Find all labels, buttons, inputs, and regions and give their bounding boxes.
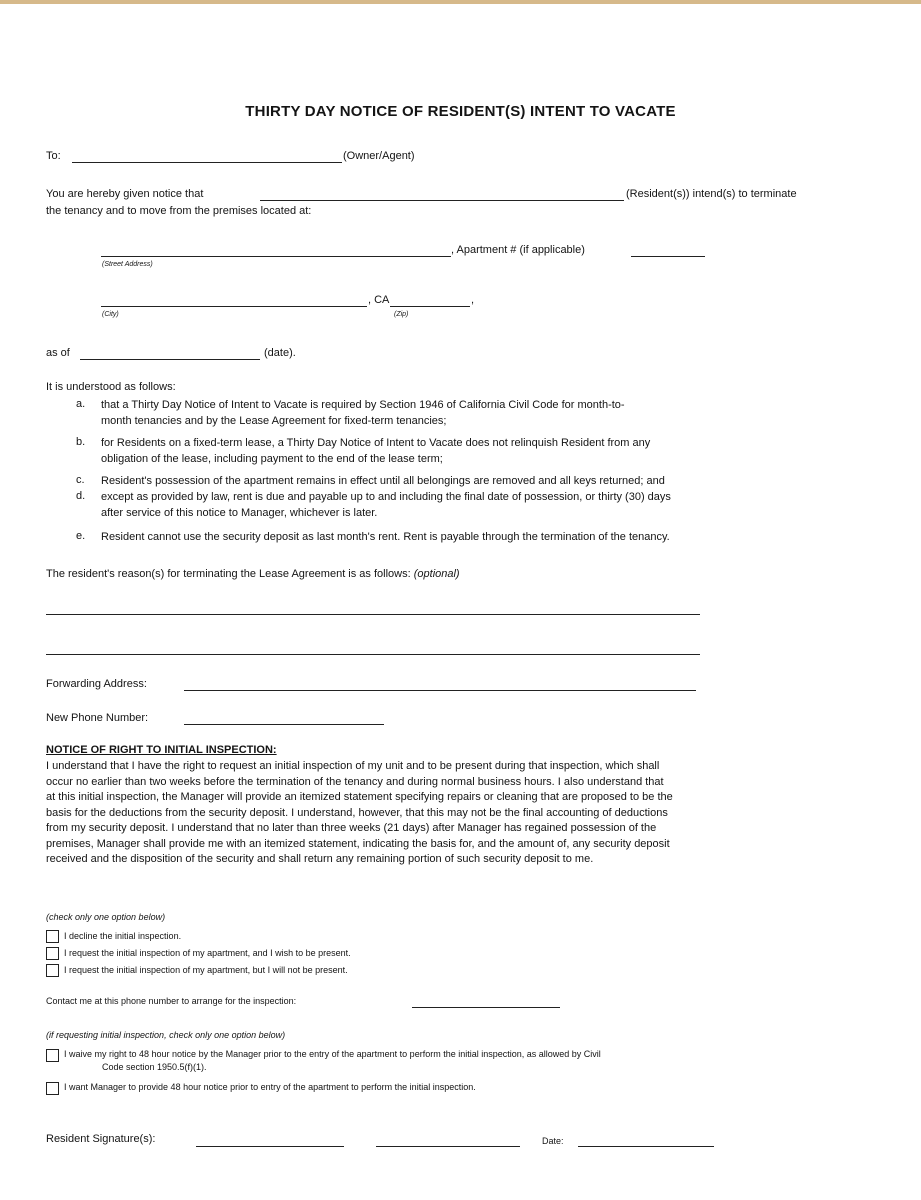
resident-name-field[interactable] — [260, 200, 624, 201]
phone-label: New Phone Number: — [46, 712, 149, 724]
apartment-field[interactable] — [631, 256, 705, 257]
waive-notice-checkbox[interactable] — [46, 1049, 59, 1062]
contact-phone-field[interactable] — [412, 1007, 560, 1008]
list-item: that a Thirty Day Notice of Intent to Vacate is required by Section 1946 of California Civil Code for month-to- month tenancies and by the Lease Agreement for fixed-term tenancies; — [101, 399, 625, 427]
inspection-header: NOTICE OF RIGHT TO INITIAL INSPECTION: — [46, 744, 277, 756]
owner-agent-label: (Owner/Agent) — [343, 150, 415, 162]
option-label: I waive my right to 48 hour notice by the Manager prior to the entry of the apartment to perform the initial inspection, as allowed by Civil Code section 1950.5(f)(1). — [64, 1049, 601, 1072]
list-item: Resident's possession of the apartment remains in effect until all belongings are removed and all keys returned; and — [101, 475, 665, 487]
to-field[interactable] — [72, 162, 342, 163]
signature-field-1[interactable] — [196, 1146, 344, 1147]
apartment-label: , Apartment # (if applicable) — [451, 244, 585, 256]
top-border — [0, 0, 921, 4]
list-item: for Residents on a fixed-term lease, a Thirty Day Notice of Intent to Vacate does not relinquish Resident from any obligation of the lease, including payment to the end of the lease term; — [101, 437, 651, 465]
forwarding-address-field[interactable] — [184, 690, 696, 691]
notice-text-b: (Resident(s)) intend(s) to terminate — [626, 188, 797, 200]
item-letter: a. — [76, 398, 86, 410]
list-item: except as provided by law, rent is due and payable up to and including the final date of possession, or thirty (30) days after service of this notice to Manager, whichever is later. — [101, 491, 671, 519]
list-item: Resident cannot use the security deposit as last month's rent. Rent is payable through the termination of the tenancy. — [101, 531, 670, 543]
decline-checkbox[interactable] — [46, 930, 59, 943]
reason-line-1[interactable] — [46, 614, 700, 615]
option-label: I want Manager to provide 48 hour notice prior to entry of the apartment to perform the initial inspection. — [64, 1082, 476, 1092]
signature-label: Resident Signature(s): — [46, 1133, 156, 1145]
street-address-field[interactable] — [101, 256, 451, 257]
zip-caption: (Zip) — [394, 311, 409, 318]
signature-date-field[interactable] — [578, 1146, 714, 1147]
want-notice-checkbox[interactable] — [46, 1082, 59, 1095]
check-instruction-1: (check only one option below) — [46, 912, 166, 922]
as-of-label: as of — [46, 347, 70, 359]
phone-field[interactable] — [184, 724, 384, 725]
reason-line-2[interactable] — [46, 654, 700, 655]
check-instruction-2: (if requesting initial inspection, check only one option below) — [46, 1030, 286, 1040]
option-label: I request the initial inspection of my apartment, and I wish to be present. — [64, 948, 351, 958]
item-letter: e. — [76, 530, 86, 542]
date-sig-label: Date: — [542, 1136, 564, 1146]
option-label: I decline the initial inspection. — [64, 931, 182, 941]
notice-text-line2: the tenancy and to move from the premises located at: — [46, 205, 312, 217]
date-caption: (date). — [264, 347, 296, 359]
request-not-present-checkbox[interactable] — [46, 964, 59, 977]
ca-label: , CA — [368, 294, 390, 306]
contact-label: Contact me at this phone number to arrange for the inspection: — [46, 996, 297, 1006]
option-label: I request the initial inspection of my apartment, but I will not be present. — [64, 965, 348, 975]
signature-field-2[interactable] — [376, 1146, 520, 1147]
inspection-paragraph: I understand that I have the right to request an initial inspection of my unit and to be present during that inspection, which shall occur no earlier than two weeks before the termination of the tenancy and during normal business hours. I also understand that at this initial inspection, the Manager will provide an itemized statement specifying repairs or cleaning that are proposed to be the basis for the deductions from the security deposit. I understand, however, that this may not be the final accounting of deductions from my security deposit. I understand that no later than three weeks (21 days) after Manager has regained possession of the premises, Manager shall provide me with an itemized statement, indicating the basis for, and the amount of, any security deposit received and the disposition of the security and shall return any remaining portion of such security deposit to me. — [46, 760, 673, 865]
vacate-date-field[interactable] — [80, 359, 260, 360]
reason-label: The resident's reason(s) for terminating the Lease Agreement is as follows: (optional) — [46, 568, 460, 580]
forwarding-label: Forwarding Address: — [46, 678, 147, 690]
to-label: To: — [46, 150, 61, 162]
street-address-caption: (Street Address) — [102, 261, 153, 268]
page-title: THIRTY DAY NOTICE OF RESIDENT(S) INTENT TO VACATE — [245, 103, 676, 120]
request-present-checkbox[interactable] — [46, 947, 59, 960]
zip-field[interactable] — [390, 306, 470, 307]
item-letter: b. — [76, 436, 86, 448]
city-caption: (City) — [102, 311, 119, 318]
item-letter: c. — [76, 474, 85, 486]
item-letter: d. — [76, 490, 86, 502]
notice-text-a: You are hereby given notice that — [46, 188, 204, 200]
understood-heading: It is understood as follows: — [46, 381, 176, 393]
city-field[interactable] — [101, 306, 367, 307]
